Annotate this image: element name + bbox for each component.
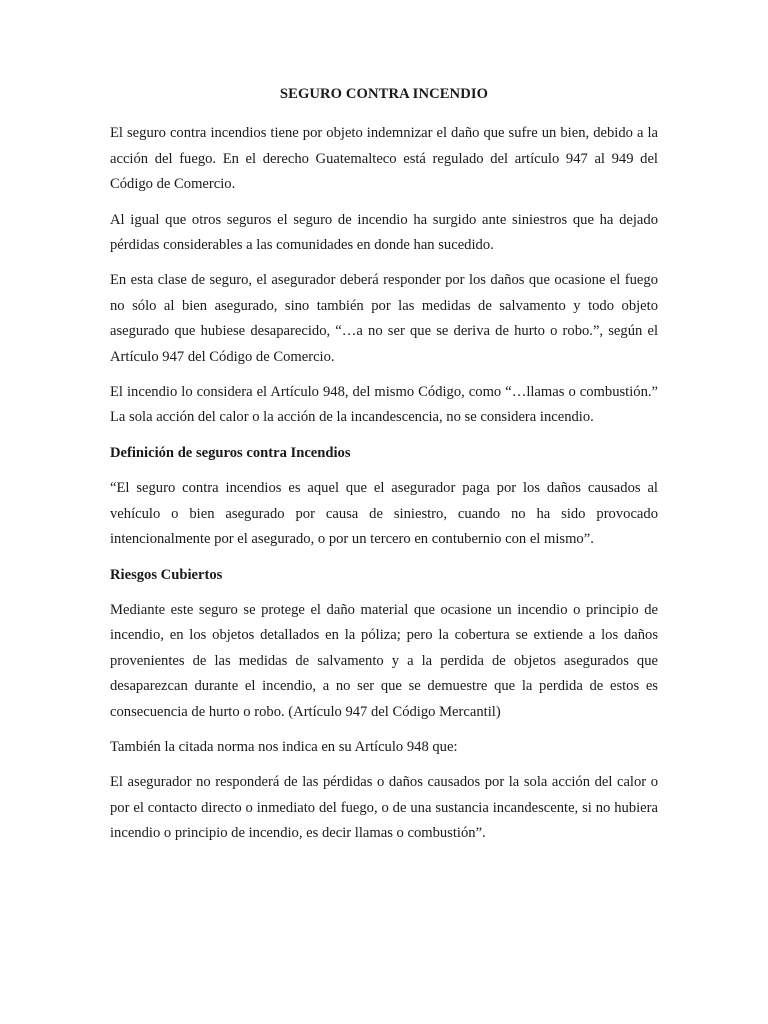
paragraph-risks-coverage: Mediante este seguro se protege el daño material que ocasione un incendio o principio de incendio, en los objetos detallados en la póliza; pero la cobertura se extiende a los daños provenientes de las medidas de salvamento y a la perdida de objetos asegurados que desaparezcan durante el incendio, a no ser que se demuestre que la perdida de estos es consecuencia de hurto o robo. (Artículo 947 del Código Mercantil) (110, 601, 658, 720)
paragraph-risks-norm: También la citada norma nos indica en su Artículo 948 que: (110, 738, 458, 755)
paragraph-intro: El seguro contra incendios tiene por objeto indemnizar el daño que sufre un bien, debido a la acción del fuego. En el derecho Guatemalteco está regulado del artículo 947 al 949 del Código de Comercio. (110, 125, 658, 193)
document-page (110, 82, 658, 857)
paragraph-risks-exclusion: El asegurador no responderá de las pérdidas o daños causados por la sola acción del calor o por el contacto directo o inmediato del fuego, o de una sustancia incandescente, si no hubiera incendio o principio de incendio, es decir llamas o combustión”. (110, 774, 658, 842)
paragraph-insurer-duty: En esta clase de seguro, el asegurador deberá responder por los daños que ocasione el fuego no sólo al bien asegurado, sino también por las medidas de salvamento y todo objeto asegurado que hubiese desaparecido, “…a no ser que se deriva de hurto o robo.”, según el Artículo 947 del Código de Comercio. (110, 272, 658, 365)
paragraph-origin: Al igual que otros seguros el seguro de incendio ha surgido ante siniestros que ha dejado pérdidas considerables a las comunidades en donde han sucedido. (110, 211, 658, 254)
paragraph-definition: “El seguro contra incendios es aquel que el asegurador paga por los daños causados al vehículo o bien asegurado por causa de siniestro, cuando no ha sido provocado intencionalmente por el asegurado, o por un tercero en contubernio con el mismo”. (110, 480, 658, 548)
section-heading-definition: Definición de seguros contra Incendios (110, 444, 351, 461)
document-title: SEGURO CONTRA INCENDIO (279, 86, 489, 102)
paragraph-fire-definition: El incendio lo considera el Artículo 948, del mismo Código, como “…llamas o combustión.” La sola acción del calor o la acción de la incandescencia, no se considera incendio. (110, 384, 658, 426)
section-heading-risks: Riesgos Cubiertos (110, 566, 223, 583)
